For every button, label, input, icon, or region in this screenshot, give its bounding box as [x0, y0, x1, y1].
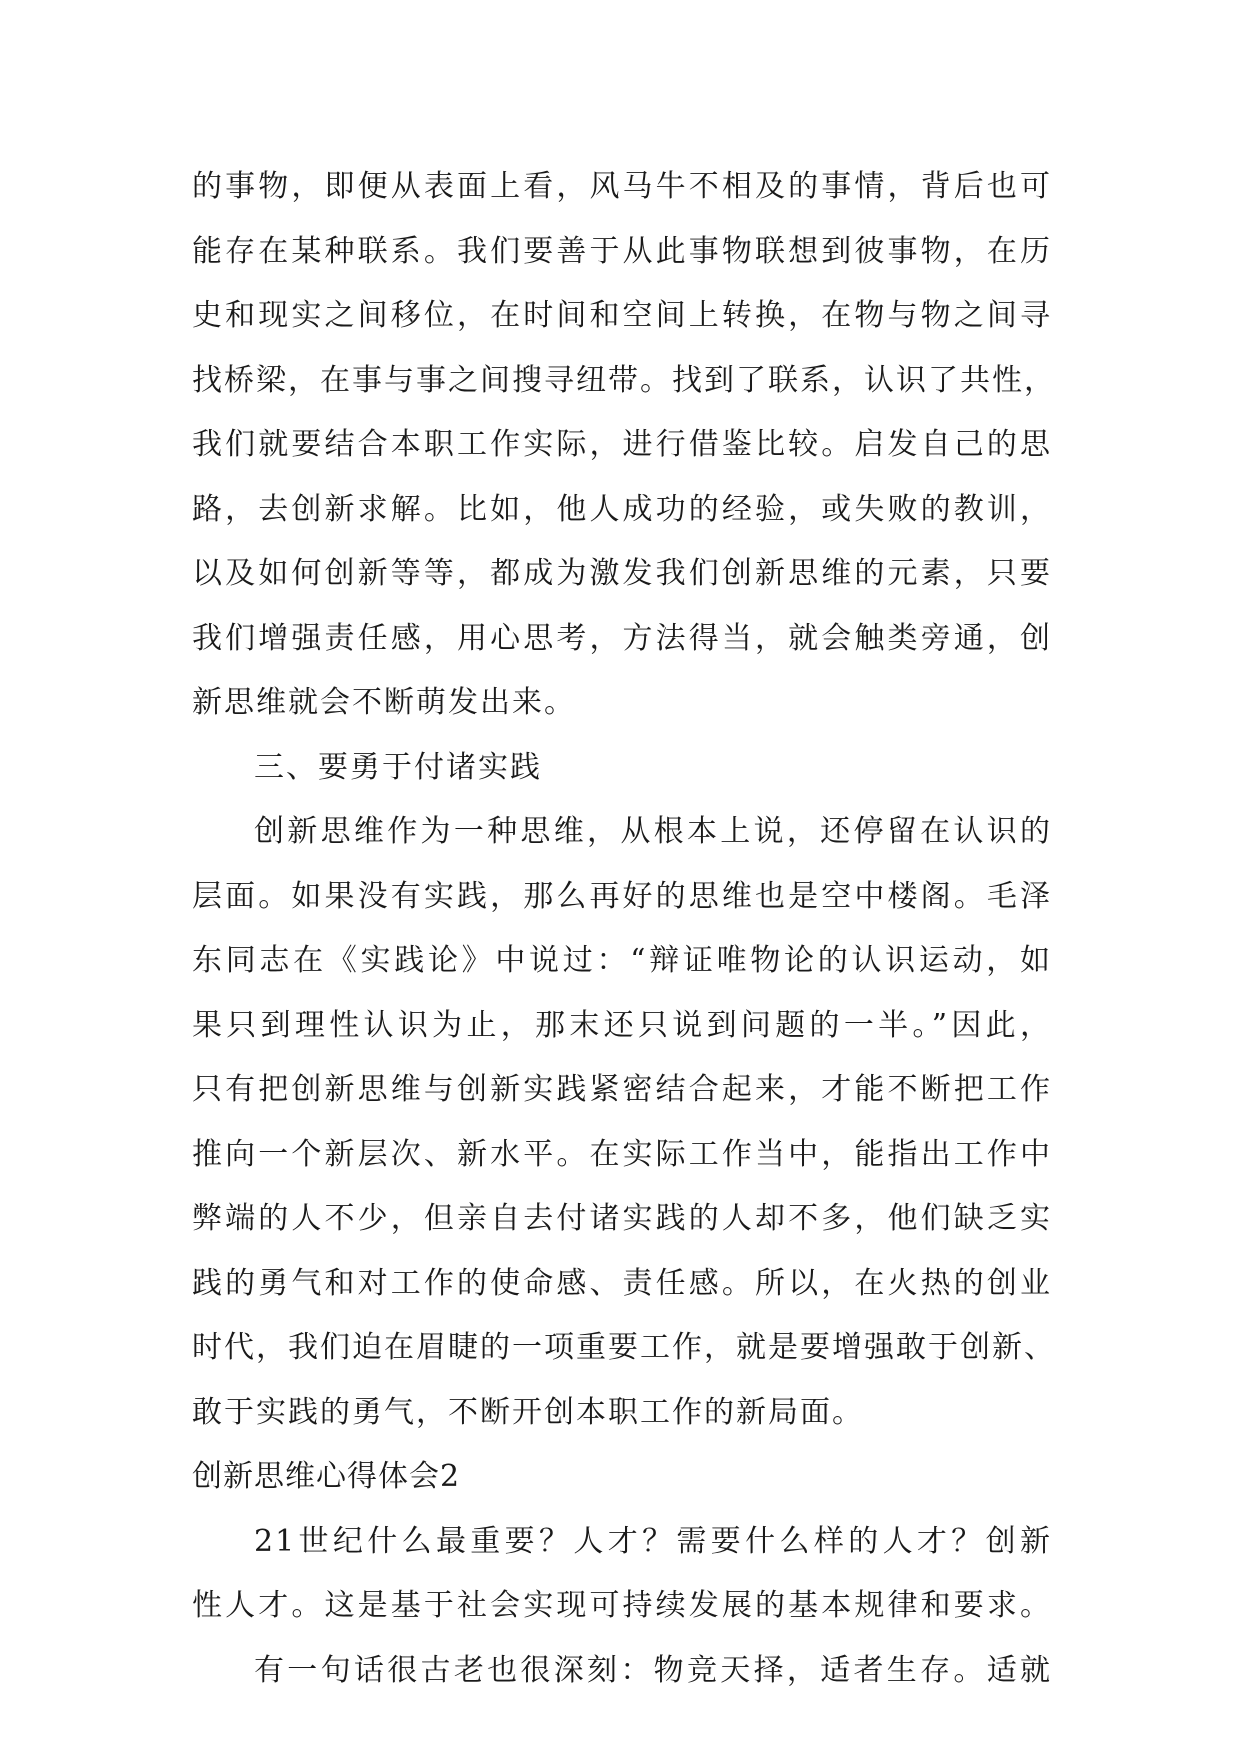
text-line: 我们增强责任感，用心思考，方法得当，就会触类旁通，创: [192, 620, 1052, 656]
text-line: 层面。如果没有实践，那么再好的思维也是空中楼阁。毛泽: [192, 878, 1052, 914]
article-title: 创新思维心得体会2: [192, 1459, 461, 1494]
text-line: 路，去创新求解。比如，他人成功的经验，或失败的教训，: [192, 491, 1052, 527]
text-line: 我们就要结合本职工作实际，进行借鉴比较。启发自己的思: [192, 427, 1052, 462]
document-page: [192, 155, 1056, 1703]
text-line: 推向一个新层次、新水平。在实际工作当中，能指出工作中: [192, 1136, 1052, 1172]
section-heading: 三、要勇于付诸实践: [254, 749, 542, 785]
text-line: 东同志在《实践论》中说过：“辩证唯物论的认识运动，如: [192, 943, 1052, 978]
text-line: 有一句话很古老也很深刻：物竞天择，适者生存。适就: [254, 1652, 1052, 1688]
text-line: 敢于实践的勇气，不断开创本职工作的新局面。: [192, 1394, 864, 1430]
text-line: 21世纪什么最重要？人才？需要什么样的人才？创新: [254, 1523, 1052, 1559]
text-line: 新思维就会不断萌发出来。: [192, 685, 576, 720]
text-line: 史和现实之间移位，在时间和空间上转换，在物与物之间寻: [192, 298, 1052, 333]
text-line: 性人才。这是基于社会实现可持续发展的基本规律和要求。: [192, 1588, 1052, 1623]
text-line: 践的勇气和对工作的使命感、责任感。所以，在火热的创业: [192, 1265, 1052, 1301]
text-line: 的事物，即便从表面上看，风马牛不相及的事情，背后也可: [192, 169, 1052, 204]
text-line: 以及如何创新等等，都成为激发我们创新思维的元素，只要: [192, 556, 1052, 591]
text-line: 找桥梁，在事与事之间搜寻纽带。找到了联系，认识了共性，: [192, 362, 1056, 398]
text-line: 创新思维作为一种思维，从根本上说，还停留在认识的: [254, 814, 1052, 849]
text-line: 弊端的人不少，但亲自去付诸实践的人却不多，他们缺乏实: [192, 1201, 1052, 1236]
text-line: 果只到理性认识为止，那末还只说到问题的一半。”因此，: [192, 1007, 1052, 1043]
text-line: 能存在某种联系。我们要善于从此事物联想到彼事物，在历: [192, 233, 1052, 269]
text-line: 时代，我们迫在眉睫的一项重要工作，就是要增强敢于创新、: [192, 1330, 1056, 1365]
text-line: 只有把创新思维与创新实践紧密结合起来，才能不断把工作: [192, 1072, 1052, 1107]
